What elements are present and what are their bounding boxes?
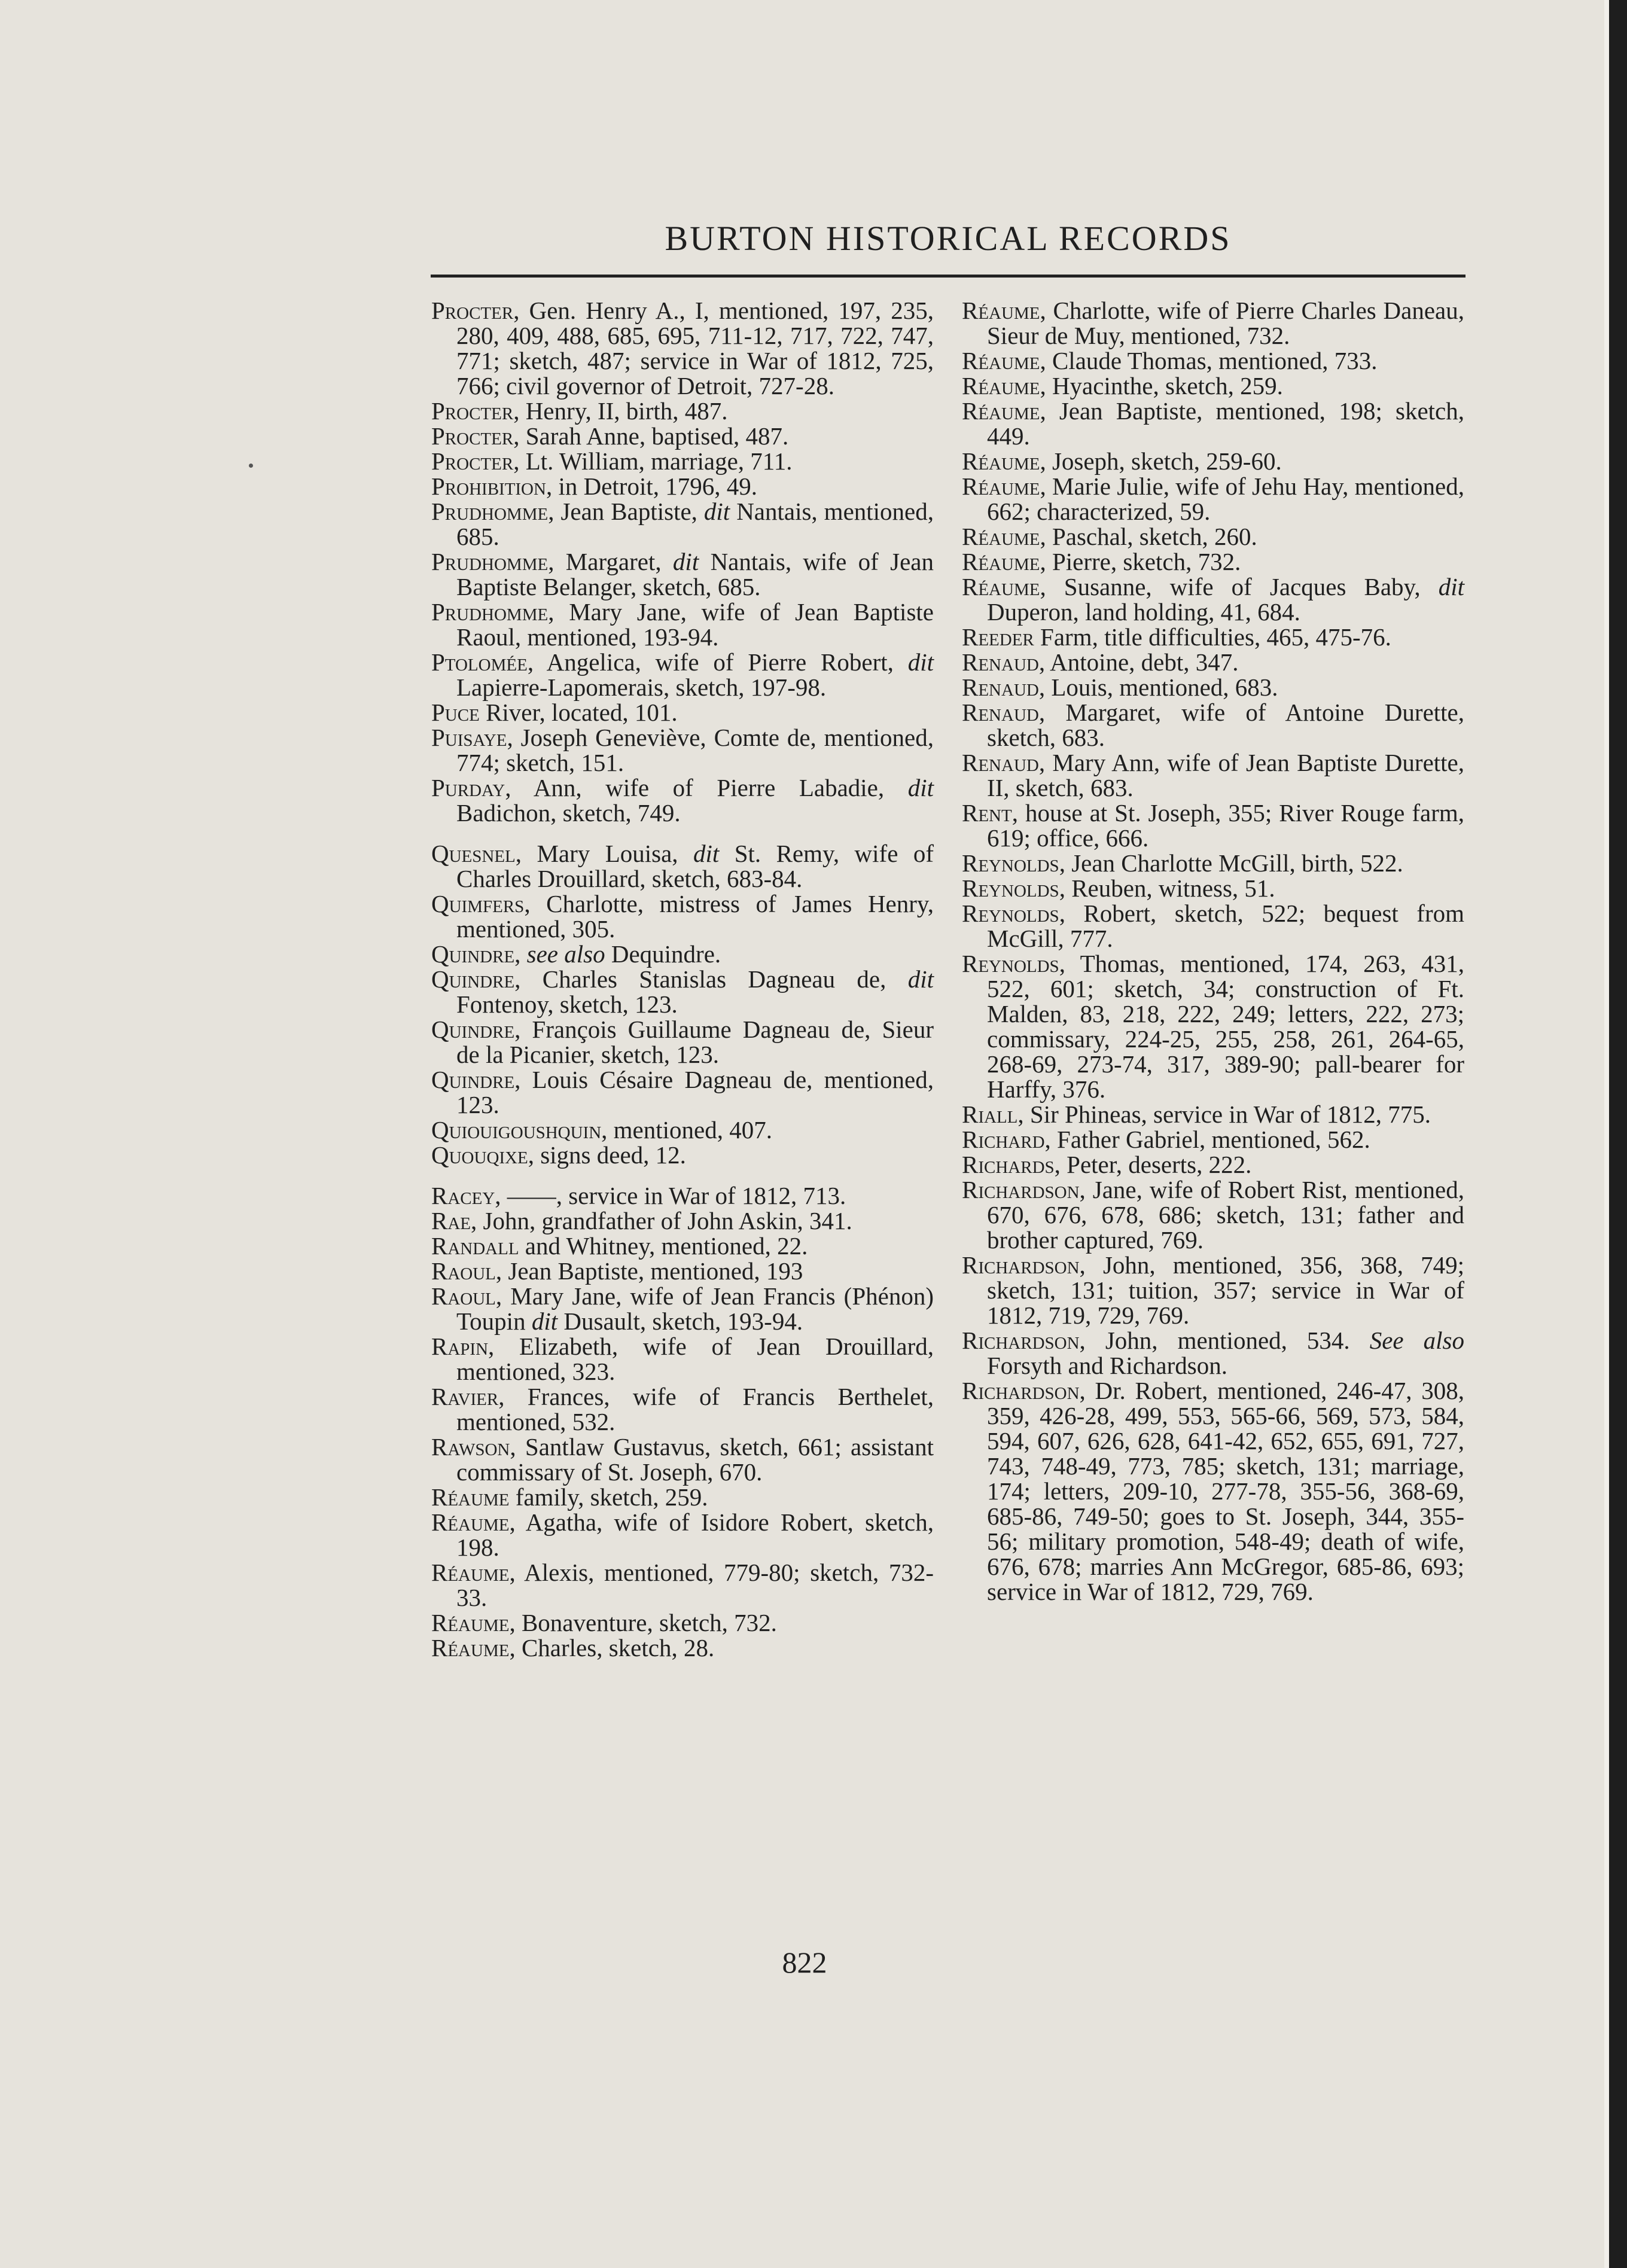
index-entry-heading: Ravier	[431, 1383, 499, 1410]
index-entry-italic: dit	[907, 648, 934, 676]
index-entry-heading: Quiouigoushquin	[431, 1116, 602, 1144]
index-entry-heading: Rae	[431, 1207, 471, 1234]
index-entry-text: , in Detroit, 1796, 49.	[546, 472, 757, 500]
index-entry-heading: Randall	[431, 1232, 519, 1260]
index-entry	[962, 1152, 1464, 1177]
index-entry	[431, 499, 934, 549]
index-entry-heading: Réaume	[962, 573, 1040, 600]
index-entry	[431, 1560, 934, 1610]
index-entry-text: Nantais, mentioned, 685.	[456, 498, 934, 550]
index-entry-heading: Quouqixe	[431, 1141, 528, 1169]
index-entry-text: , Elizabeth, wife of Jean Drouillard, mentioned, 323.	[456, 1333, 934, 1385]
index-entry-text: Badichon, sketch, 749.	[456, 799, 681, 827]
index-entry-text: , Mary Jane, wife of Jean Baptiste Raoul, mentioned, 193-94.	[456, 598, 934, 651]
index-entry	[431, 474, 934, 499]
index-entry	[962, 1127, 1464, 1152]
index-entry-text: , Charles, sketch, 28.	[509, 1634, 715, 1662]
index-entry	[431, 1484, 934, 1510]
index-entry-text: , François Guillaume Dagneau de, Sieur de la Picanier, sketch, 123.	[456, 1016, 934, 1068]
index-entry	[431, 1334, 934, 1384]
index-entry-heading: Rapin	[431, 1333, 489, 1360]
index-entry-text: , Mary Jane, wife of Jean Francis (Phénon) Toupin	[456, 1282, 934, 1335]
index-entry	[431, 1610, 934, 1635]
index-entry-italic: See also	[1369, 1327, 1464, 1354]
index-entry	[431, 398, 934, 423]
index-entry-text: , Sir Phineas, service in War of 1812, 775.	[1017, 1101, 1431, 1128]
index-entry-text: , Susanne, wife of Jacques Baby,	[1040, 573, 1439, 600]
index-entry-heading: Puce	[431, 699, 480, 726]
index-entry-heading: Réaume	[431, 1483, 510, 1511]
index-entry	[962, 901, 1464, 951]
index-entry-text: , Jane, wife of Robert Rist, mentioned, 670, 676, 678, 686; sketch, 131; father and brother captured, 769.	[987, 1176, 1464, 1254]
index-entry	[431, 967, 934, 1017]
index-entry	[431, 1017, 934, 1067]
index-entry-text: and Whitney, mentioned, 22.	[519, 1232, 808, 1260]
index-entry-text: , ——, service in War of 1812, 713.	[495, 1182, 846, 1209]
index-entry	[431, 775, 934, 825]
index-entry	[431, 941, 934, 967]
index-entry	[962, 1177, 1464, 1252]
index-entry-text: , Jean Charlotte McGill, birth, 522.	[1059, 849, 1403, 877]
index-entry	[431, 1208, 934, 1233]
index-entry-heading: Reynolds	[962, 849, 1059, 877]
running-header	[431, 206, 1465, 278]
index-entry-text: Duperon, land holding, 41, 684.	[987, 598, 1300, 626]
index-entry	[431, 891, 934, 941]
index-entry-text: , John, mentioned, 356, 368, 749; sketch, 131; tuition, 357; service in War of 1812, 719, 729, 769.	[987, 1251, 1464, 1329]
index-entry	[431, 1067, 934, 1117]
index-entry-heading: Quindre	[431, 1066, 515, 1093]
index-entry-text: , John, mentioned, 534.	[1079, 1327, 1370, 1354]
index-entry-text: , Thomas, mentioned, 174, 263, 431, 522, 601; sketch, 34; construction of Ft. Malden, 83, 218, 222, 249; letters, 222, 273; commissary, 224-25, 255, 258, 261, 264-65, 268-69, 273-74, 317, 389-90; pall-bearer for Harffy, 376.	[987, 950, 1464, 1103]
index-entry	[962, 951, 1464, 1102]
index-entry-text: , Bonaventure, sketch, 732.	[509, 1609, 777, 1636]
index-entry-text: , Santlaw Gustavus, sketch, 661; assistant commissary of St. Joseph, 670.	[456, 1433, 934, 1486]
index-entry-text: , Peter, deserts, 222.	[1054, 1151, 1252, 1178]
index-entry-text: , Dr. Robert, mentioned, 246-47, 308, 359, 426-28, 499, 553, 565-66, 569, 573, 584, 594, 607, 626, 628, 641-42, 652, 655, 691, 727, 743, 748-49, 773, 785; sketch, 131; marriage, 174; letters, 209-10, 277-78, 355-56, 368-69, 685-86, 749-50; goes to St. Joseph, 344, 355-56; military promotion, 548-49; death of wife, 676, 678; marries Ann McGregor, 685-86, 693; service in War of 1812, 729, 769.	[987, 1377, 1464, 1605]
index-entry	[431, 1183, 934, 1208]
index-entry	[962, 549, 1464, 574]
index-entry-heading: Richardson	[962, 1176, 1080, 1203]
index-entry-heading: Procter	[431, 297, 514, 324]
running-header-title: BURTON HISTORICAL RECORDS	[665, 219, 1232, 258]
index-entry-heading: Richards	[962, 1151, 1055, 1178]
index-entry-heading: Renaud	[962, 648, 1039, 676]
index-entry	[431, 700, 934, 725]
index-entry-text: , John, grandfather of John Askin, 341.	[471, 1207, 852, 1234]
index-entry	[962, 449, 1464, 474]
index-entry-heading: Raoul	[431, 1257, 496, 1285]
index-entry-text: , Gen. Henry A., I, mentioned, 197, 235, 280, 409, 488, 685, 695, 711-12, 717, 722, 747, 771; sketch, 487; service in War of 1812, 725, 766; civil governor of Detroit, 727-28.	[456, 297, 934, 400]
index-entry-heading: Purday	[431, 774, 505, 801]
index-entry-text: Forsyth and Richardson.	[987, 1352, 1227, 1379]
index-entry-heading: Prudhomme	[431, 548, 549, 575]
index-entry	[962, 1378, 1464, 1604]
index-entry	[431, 599, 934, 650]
index-entry-text: St. Remy, wife of Charles Drouillard, sketch, 683-84.	[456, 840, 934, 892]
index-entry-heading: Réaume	[962, 523, 1040, 550]
index-entry-italic: dit	[693, 840, 720, 867]
index-entry	[431, 298, 934, 398]
index-entry-heading: Reynolds	[962, 950, 1059, 977]
index-entry-text: , Henry, II, birth, 487.	[513, 397, 728, 425]
index-entry-heading: Prudhomme	[431, 498, 549, 525]
index-entry	[431, 1233, 934, 1258]
index-entry-heading: Quindre	[431, 1016, 515, 1043]
index-entry	[431, 650, 934, 700]
index-entry	[962, 1102, 1464, 1127]
index-entry-text: , Jean Baptiste, mentioned, 193	[495, 1257, 803, 1285]
index-entry-text: , Claude Thomas, mentioned, 733.	[1040, 347, 1378, 374]
index-entry-heading: Richard	[962, 1126, 1045, 1153]
index-entry-heading: Réaume	[962, 472, 1040, 500]
index-entry-heading: Puisaye	[431, 724, 507, 751]
index-entry-text: , Robert, sketch, 522; bequest from McGill, 777.	[987, 900, 1464, 952]
index-entry	[962, 700, 1464, 750]
index-entry-text: , Lt. William, marriage, 711.	[513, 447, 793, 475]
index-entry	[431, 1284, 934, 1334]
index-entry-text: , mentioned, 407.	[601, 1116, 772, 1144]
index-entry-text: , Agatha, wife of Isidore Robert, sketch, 198.	[456, 1508, 934, 1561]
index-entry-heading: Réaume	[431, 1634, 510, 1662]
index-entry-text: , Louis Césaire Dagneau de, mentioned, 123.	[456, 1066, 934, 1118]
index-entry-italic: dit	[703, 498, 730, 525]
index-entry-text: , Angelica, wife of Pierre Robert,	[527, 648, 908, 676]
index-entry-heading: Prohibition	[431, 472, 546, 500]
index-entry-text: Nantais, wife of Jean Baptiste Belanger, sketch, 685.	[456, 548, 934, 600]
index-entry-heading: Richardson	[962, 1251, 1080, 1279]
index-entry-text: , Louis, mentioned, 683.	[1038, 673, 1278, 701]
index-entry-text: , Margaret, wife of Antoine Durette, sketch, 683.	[987, 699, 1464, 751]
index-entry-heading: Rent	[962, 799, 1012, 827]
index-entry	[431, 1510, 934, 1560]
index-entry	[431, 449, 934, 474]
index-entry-heading: Réaume	[431, 1508, 510, 1536]
index-entry-text: , Charlotte, wife of Pierre Charles Daneau, Sieur de Muy, mentioned, 732.	[987, 297, 1464, 349]
index-entry-text: Farm, title difficulties, 465, 475-76.	[1034, 623, 1391, 651]
index-entry-heading: Réaume	[962, 548, 1040, 575]
index-entry-italic: dit	[907, 774, 934, 801]
index-entry-heading: Procter	[431, 422, 514, 450]
paper-speck	[249, 464, 253, 468]
index-entry-heading: Renaud	[962, 673, 1039, 701]
index-entry-heading: Raoul	[431, 1282, 496, 1310]
index-entry-text: , Joseph, sketch, 259-60.	[1040, 447, 1282, 475]
index-entry	[962, 474, 1464, 524]
index-entry-heading: Ptolomée	[431, 648, 528, 676]
index-entry	[962, 574, 1464, 624]
index-entry-text: , Hyacinthe, sketch, 259.	[1040, 372, 1283, 400]
index-entry-heading: Quimfers	[431, 890, 525, 917]
index-entry-heading: Richardson	[962, 1377, 1080, 1404]
index-entry-text: , signs deed, 12.	[528, 1141, 686, 1169]
index-entry	[962, 348, 1464, 373]
index-entry-heading: Reynolds	[962, 874, 1059, 902]
index-entry-heading: Procter	[431, 447, 514, 475]
index-entry-heading: Réaume	[962, 347, 1040, 374]
index-entry	[962, 1328, 1464, 1378]
index-entry-text: , Reuben, witness, 51.	[1059, 874, 1275, 902]
index-entry-text: , Sarah Anne, baptised, 487.	[513, 422, 789, 450]
index-entry-text: Lapierre-Lapomerais, sketch, 197-98.	[456, 673, 827, 701]
index-entry	[962, 398, 1464, 449]
index-entry	[962, 675, 1464, 700]
index-entry	[431, 1434, 934, 1484]
index-entry-heading: Réaume	[962, 447, 1040, 475]
index-entry-italic: see also	[526, 940, 605, 968]
index-entry-text: , Ann, wife of Pierre Labadie,	[505, 774, 908, 801]
index-entry-italic: dit	[531, 1307, 558, 1335]
index-entry	[962, 373, 1464, 398]
index-entry-text: , Antoine, debt, 347.	[1038, 648, 1239, 676]
index-entry-text: , Pierre, sketch, 732.	[1040, 548, 1241, 575]
index-entry-heading: Renaud	[962, 699, 1039, 726]
page-number: 822	[782, 1946, 827, 1979]
index-entry-text: , house at St. Joseph, 355; River Rouge farm, 619; office, 666.	[987, 799, 1464, 852]
index-entry	[962, 298, 1464, 348]
index-entry-text: , Jean Baptiste,	[548, 498, 704, 525]
index-entry	[962, 624, 1464, 650]
index-entry	[962, 750, 1464, 800]
index-entry-text: Fontenoy, sketch, 123.	[456, 990, 678, 1018]
index-entry	[431, 1258, 934, 1284]
index-entry	[431, 841, 934, 891]
index-entry	[431, 423, 934, 449]
index-entry-heading: Rawson	[431, 1433, 510, 1461]
index-entry-heading: Reynolds	[962, 900, 1059, 927]
index-entry	[431, 549, 934, 599]
index-entry	[962, 800, 1464, 850]
index-entry-text: family, sketch, 259.	[509, 1483, 708, 1511]
index-entry-text: , Father Gabriel, mentioned, 562.	[1044, 1126, 1370, 1153]
index-entry-text: , Alexis, mentioned, 779-80; sketch, 732-33.	[456, 1559, 934, 1611]
index-entry-italic: dit	[1438, 573, 1464, 600]
index-entry-heading: Richardson	[962, 1327, 1080, 1354]
index-entry-text: , Jean Baptiste, mentioned, 198; sketch, 449.	[987, 397, 1464, 450]
index-entry-heading: Renaud	[962, 749, 1039, 776]
index-entry-text: River, located, 101.	[479, 699, 678, 726]
index-entry-text: , Paschal, sketch, 260.	[1040, 523, 1257, 550]
index-entry	[962, 876, 1464, 901]
index-entry-text: , Mary Louisa,	[515, 840, 693, 867]
index-entry-italic: dit	[672, 548, 699, 575]
index-entry	[431, 1142, 934, 1167]
index-entry-heading: Prudhomme	[431, 598, 549, 626]
index-entry-heading: Réaume	[962, 297, 1040, 324]
index-entry-text: , Charles Stanislas Dagneau de,	[514, 965, 908, 993]
index-entry-heading: Réaume	[431, 1559, 510, 1586]
index-entry-heading: Quindre	[431, 940, 515, 968]
index-entry-text: Dusault, sketch, 193-94.	[557, 1307, 803, 1335]
index-entry-text: ,	[514, 940, 527, 968]
index-entry-text: , Marie Julie, wife of Jehu Hay, mentioned, 662; characterized, 59.	[987, 472, 1464, 525]
index-entry	[962, 650, 1464, 675]
index-entry-text: Dequindre.	[605, 940, 721, 968]
index-entry-heading: Quindre	[431, 965, 515, 993]
index-entry-heading: Riall	[962, 1101, 1018, 1128]
index-entry-text: , Mary Ann, wife of Jean Baptiste Durette, II, sketch, 683.	[987, 749, 1464, 801]
index-entry-heading: Réaume	[431, 1609, 510, 1636]
index-entry-heading: Reeder	[962, 623, 1034, 651]
index-entry-text: , Frances, wife of Francis Berthelet, mentioned, 532.	[456, 1383, 934, 1435]
index-entry-text: , Joseph Geneviève, Comte de, mentioned, 774; sketch, 151.	[456, 724, 934, 776]
index-entry	[431, 1384, 934, 1434]
index-entry-heading: Quesnel	[431, 840, 516, 867]
index-entry	[431, 1635, 934, 1660]
index-entry-heading: Réaume	[962, 372, 1040, 400]
index-entry-text: , Margaret,	[548, 548, 673, 575]
index-column-right	[962, 298, 1464, 1604]
index-entry-text: , Charlotte, mistress of James Henry, mentioned, 305.	[456, 890, 934, 943]
index-entry	[431, 725, 934, 775]
index-entry	[962, 524, 1464, 549]
index-entry	[962, 850, 1464, 876]
index-entry-heading: Réaume	[962, 397, 1040, 425]
index-entry	[431, 1117, 934, 1142]
index-entry-italic: dit	[907, 965, 934, 993]
index-entry-heading: Procter	[431, 397, 514, 425]
index-entry-heading: Racey	[431, 1182, 495, 1209]
index-entry	[962, 1252, 1464, 1328]
index-column-left	[431, 298, 934, 1660]
